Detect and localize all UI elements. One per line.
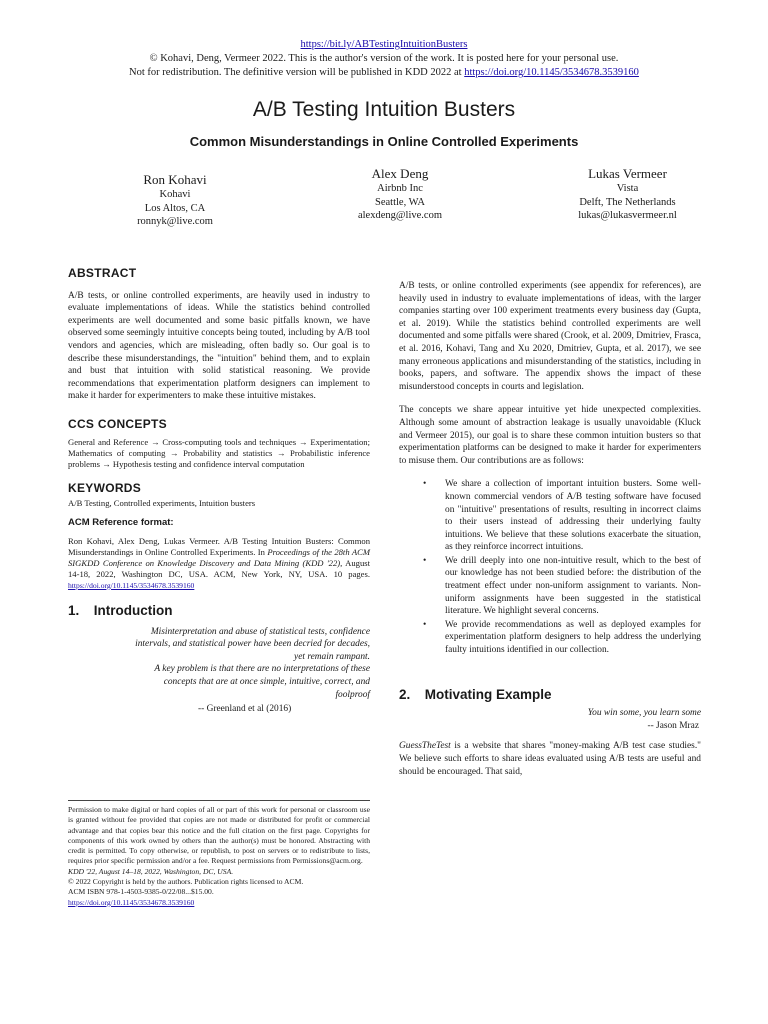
redistribution-line [0,66,768,80]
reference-proceedings: Proceedings of the 28th ACM SIGKDD Conference on Knowledge Discovery and Data Mining (KDD '22), [68,546,370,568]
doi-link-reference[interactable]: https://doi.org/10.1145/3534678.3539160 [68,580,195,590]
copyright-notice [0,38,768,80]
footnote-rule [68,800,370,801]
paper-title: A/B Testing Intuition Busters [252,98,516,121]
author-block-3 [545,165,710,223]
isbn-line: ACM ISBN 978-1-4503-9385-0/22/08...$15.00. [68,887,214,897]
section-title: Motivating Example [424,686,552,702]
epigraph-attribution: -- Greenland et al (2016) [198,704,292,715]
list-item [399,555,701,618]
motivating-paragraph [399,740,701,778]
section-2-heading [399,686,701,702]
abstract-body: A/B tests, or online controlled experiments, are heavily used in industry to evaluate implementations of ideas. While the statistics behind controlled experiments are well documented and some basic pitfalls known, we have observed some seemingly intuitive concepts being touted, including by A/B tool vendors and agencies, which are misleading, often badly so. Our goal is to describe these misunderstandings, the "intuition" behind them, and to explain and bust that intuition with solid statistical reasoning. We provide recommendations that experimentation platform designers can implement to make it harder for experimenters to make these intuitive mistakes. [68,290,370,402]
paper-subtitle: Common Misunderstandings in Online Controlled Experiments [189,134,579,149]
epigraph-quote-2: A key problem is that there are no interpretations of these concepts that are at once simple, intuitive, correct, and foolproof [154,664,370,700]
footnote [68,805,370,908]
section-number: 1. [68,603,80,619]
author-location: Delft, The Netherlands [579,196,676,208]
author-location: Los Altos, CA [144,202,206,214]
keywords-body: A/B Testing, Controlled experiments, Intuition busters [68,498,256,509]
right-column [399,280,701,778]
reference-body [68,536,370,591]
author-name: Alex Deng [371,166,429,181]
author-email: lukas@lukasvermeer.nl [578,210,677,221]
intro-epigraph [68,626,370,716]
section-title: Introduction [93,603,173,619]
section-2-attribution: -- Jason Mraz [647,720,699,731]
short-url-link[interactable]: https://bit.ly/ABTestingIntuitionBusters [300,39,468,50]
bullet-icon: • [423,479,427,490]
bullet-icon: • [423,555,427,566]
reference-text: Ron Kohavi, Alex Deng, Lukas Vermeer. A/B Testing Intuition Busters: Common Misunderstandings in Online Controlled Experiments. In [68,535,370,557]
permission-notice: Permission to make digital or hard copies of all or part of this work for personal or classroom use is granted without fee provided that copies are not made or distributed for profit or commercial advantage and that copies bear this notice and the full citation on the first page. Copyrights for components of this work owned by others than the author(s) must be honored. Abstracting with credit is permitted. To copy otherwise, or republish, to post on servers or to redistribute to lists, requires prior specific permission and/or a fee. Request permissions from Permissions@acm.org. [68,805,370,866]
keywords-heading: KEYWORDS [68,480,142,495]
epigraph-quote-1: Misinterpretation and abuse of statistical tests, confidence intervals, and statistical power have been decried for decades, yet remain rampant. [135,626,370,662]
author-affiliation: Kohavi [159,189,191,200]
section-1-heading [68,605,370,618]
intro-paragraph-2: The concepts we share appear intuitive yet hide unexpected complexities. Although some amount of abstraction leakage is usually unavoidable (Kluck and Vermeer 2015), our goal is to share these common intuition busters so that experimentation platforms can be designed to make it harder for experimenters to misuse them. Our contributions are as follows: [399,405,701,466]
reference-text-2: August 14-18, 2022, Washington DC, USA. ACM, New York, NY, USA. 10 pages. [68,557,370,579]
website-name: GuessTheTest [399,741,451,752]
ccs-body: General and Reference → Cross-computing tools and techniques → Experimentation; Mathematics of computing → Probability and statistics → Probabilistic inference problems → Hypothesis testing and confidence interval computation [68,436,370,469]
reference-heading: ACM Reference format: [68,517,174,529]
list-item-text: We share a collection of important intuition busters. Some well-known commercial vendors of A/B testing software have focused on "intuitive" presentations of results, resulting in incorrect claims to their users instead of addressing their underlying faulty intuitions. We believe that these solutions exacerbate the situation, as they reinforce incorrect intuitions. [445,479,701,553]
author-block-2 [325,165,475,223]
author-name: Lukas Vermeer [588,166,667,181]
list-item [399,478,701,554]
ccs-heading: CCS CONCEPTS [68,416,167,431]
venue-line: KDD '22, August 14–18, 2022, Washington, DC, USA. [68,866,234,876]
redistribution-text: Not for redistribution. The definitive version will be published in KDD 2022 at [129,67,465,78]
copyright-line: © 2022 Copyright is held by the authors. Publication rights licensed to ACM. [68,877,304,887]
author-location: Seattle, WA [375,196,425,208]
motivating-text: is a website that shares "money-making A/B test case studies." We believe such efforts to share ideas evaluated using A/B tests are useful and should be encouraged. That said, [399,741,701,777]
contribution-list [399,478,701,656]
list-item [399,619,701,657]
section-2-epigraph: You win some, you learn some [587,708,701,719]
doi-link-header[interactable]: https://doi.org/10.1145/3534678.3539160 [464,67,639,78]
author-affiliation: Airbnb Inc [377,183,423,194]
copyright-line: © Kohavi, Deng, Vermeer 2022. This is the author's version of the work. It is posted here for your personal use. [149,53,619,64]
section-number: 2. [399,686,411,702]
list-item-text: We provide recommendations as well as deployed examples for experimentation platform designers to help address the underlying faulty intuitions identified in our collection. [445,619,701,656]
left-column [68,267,370,716]
doi-link-footnote[interactable]: https://doi.org/10.1145/3534678.3539160 [68,897,195,907]
author-block-1 [100,171,250,229]
intro-paragraph-1: A/B tests, or online controlled experiments (see appendix for references), are heavily used in industry to evaluate implementations of ideas, with the larger companies starting over 100 experiment treatments every business day (Gupta, et al. 2019). While the statistics behind controlled experiments are well documented and some pitfalls were shared (Crook, et al. 2009, Dmitriev, Frasca, et al. 2016, Kohavi, Tang and Xu 2020, Dmitriev, Gupta, et al. 2017), we see many erroneous applications and misunderstanding of the statistics, including in books, papers, and software. The appendix shows the impact of these misunderstood concepts in courts and legislation. [399,281,701,392]
list-item-text: We drill deeply into one non-intuitive result, which to the best of our knowledge has not been studied before: the distribution of the treatment effect under non-uniform assignment to variants. Non-uniform assignments have been suggested in the statistical literature. We highlight several concerns. [445,555,701,617]
bullet-icon: • [423,619,427,630]
author-affiliation: Vista [616,183,639,194]
author-name: Ron Kohavi [143,172,207,187]
author-email: alexdeng@live.com [357,210,442,221]
author-email: ronnyk@live.com [137,216,213,227]
abstract-heading: ABSTRACT [68,266,137,280]
